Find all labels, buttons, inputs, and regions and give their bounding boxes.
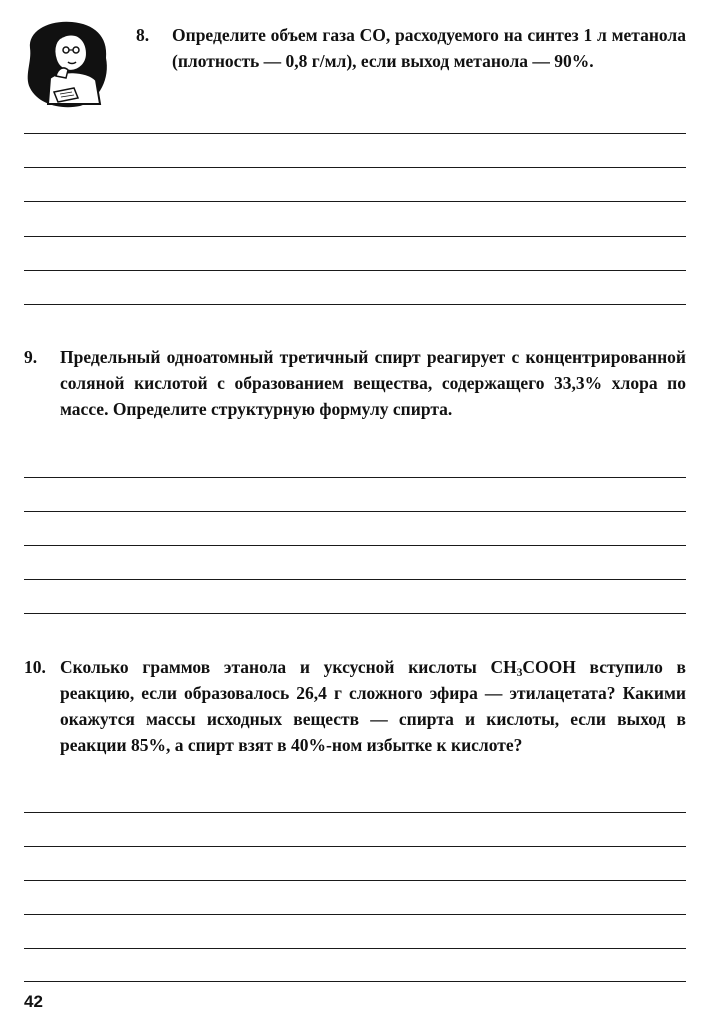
answer-line[interactable] [24,880,686,881]
answer-line[interactable] [24,545,686,546]
answer-line[interactable] [24,846,686,847]
chemical-formula [490,657,575,677]
answer-line[interactable] [24,304,686,305]
answer-line[interactable] [24,613,686,614]
answer-line[interactable] [24,133,686,134]
task-number: 8. [136,25,150,45]
answer-line[interactable] [24,981,686,982]
task-text: Определите объем газа CO, расходуемого на синтез 1 л метанола (плотность — 0,8 г/мл), если выход метанола — 90%. [172,25,686,71]
answer-line[interactable] [24,511,686,512]
answer-line[interactable] [24,579,686,580]
thinking-student-illustration-icon [20,18,112,110]
answer-line[interactable] [24,948,686,949]
formula-part: COOH [522,657,576,677]
answer-line[interactable] [24,236,686,237]
formula-subscript: 3 [516,666,523,679]
task-text-part: вступило в реакцию, если образовалось 26,4 г сложного эфира — этилацетата? Какими окажутся массы исходных веществ — спирта и кислоты, если выход в реакции 85%, а спирт взят в 40%-ном избытке к кислоте? [60,657,686,755]
formula-part: CH [490,657,517,677]
task-number: 9. [24,347,38,367]
task-number: 10. [24,657,46,677]
answer-line[interactable] [24,812,686,813]
answer-line[interactable] [24,201,686,202]
task-text [60,654,686,758]
answer-line[interactable] [24,167,686,168]
task-text-part: Сколько граммов этанола и уксусной кислоты [60,657,491,677]
page-number: 42 [24,992,43,1011]
answer-line[interactable] [24,914,686,915]
answer-line[interactable] [24,270,686,271]
answer-line[interactable] [24,477,686,478]
task-text: Предельный одноатомный третичный спирт реагирует с концентрированной соляной кислотой с образованием вещества, содержащего 33,3% хлора по массе. Определите структурную формулу спирта. [60,347,686,419]
